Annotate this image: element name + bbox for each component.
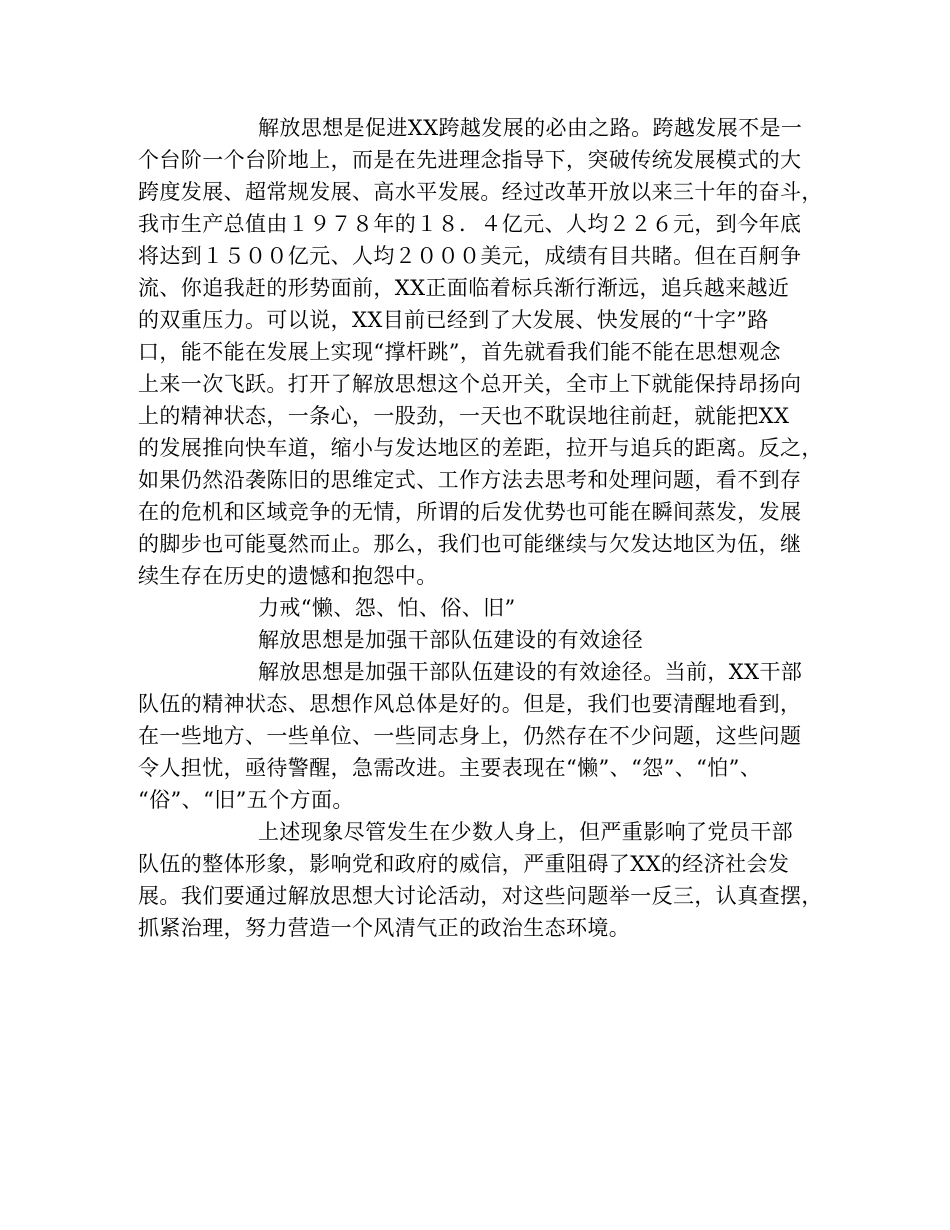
paragraph-2-line-3: 在一些地方、一些单位、一些同志身上，仍然存在不少问题，这些问题 [138,724,802,748]
section-heading: 力戒“懒、怨、怕、俗、旧” [258,596,516,620]
paragraph-1-line-1: 解放思想是促进XX跨越发展的必由之路。跨越发展不是一 [258,116,803,140]
paragraph-3-line-2: 队伍的整体形象，影响党和政府的威信，严重阻碍了XX的经济社会发 [138,852,790,876]
document-body [138,112,828,944]
paragraph-3-line-4: 抓紧治理，努力营造一个风清气正的政治生态环境。 [138,916,631,940]
paragraph-1-line-13: 在的危机和区域竞争的无情，所谓的后发优势也可能在瞬间蒸发，发展 [138,500,802,524]
paragraph-3-line-3: 展。我们要通过解放思想大讨论活动，对这些问题举一反三，认真查摆， [138,884,823,908]
paragraph-1-line-8: 口，能不能在发展上实现“撑杆跳”，首先就看我们能不能在思想观念 [138,340,781,364]
paragraph-1-line-14: 的脚步也可能戛然而止。那么，我们也可能继续与欠发达地区为伍，继 [138,532,802,556]
paragraph-1-line-4: 我市生产总值由１９７８年的１８．４亿元、人均２２６元，到今年底 [138,212,802,236]
paragraph-1-line-2: 个台阶一个台阶地上，而是在先进理念指导下，突破传统发展模式的大 [138,148,802,172]
paragraph-1-line-12: 如果仍然沿袭陈旧的思维定式、工作方法去思考和处理问题，看不到存 [138,468,802,492]
paragraph-1-line-3: 跨度发展、超常规发展、高水平发展。经过改革开放以来三十年的奋斗， [138,180,823,204]
paragraph-2-line-2: 队伍的精神状态、思想作风总体是好的。但是，我们也要清醒地看到， [138,692,802,716]
paragraph-1-line-6: 流、你追我赶的形势面前，XX正面临着标兵渐行渐远，追兵越来越近 [138,276,790,300]
paragraph-1-line-5: 将达到１５００亿元、人均２０００美元，成绩有目共睹。但在百舸争 [138,244,802,268]
paragraph-2-line-4: 令人担忧，亟待警醒，急需改进。主要表现在“懒”、“怨”、“怕”、 [138,756,762,780]
paragraph-1-line-11: 的发展推向快车道，缩小与发达地区的差距，拉开与追兵的距离。反之， [138,436,823,460]
paragraph-2-line-5: “俗”、“旧”五个方面。 [138,788,354,812]
paragraph-3-line-1: 上述现象尽管发生在少数人身上，但严重影响了党员干部 [258,820,793,844]
paragraph-1-line-15: 续生存在历史的遗憾和抱怨中。 [138,564,438,588]
subsection-heading: 解放思想是加强干部队伍建设的有效途径 [258,628,644,652]
paragraph-1-line-7: 的双重压力。可以说，XX目前已经到了大发展、快发展的“十字”路 [138,308,769,332]
paragraph-1-line-10: 上的精神状态，一条心，一股劲，一天也不耽误地往前赶，就能把XX [138,404,790,428]
paragraph-2-line-1: 解放思想是加强干部队伍建设的有效途径。当前，XX干部 [258,660,803,684]
paragraph-1-line-9: 上来一次飞跃。打开了解放思想这个总开关，全市上下就能保持昂扬向 [138,372,802,396]
